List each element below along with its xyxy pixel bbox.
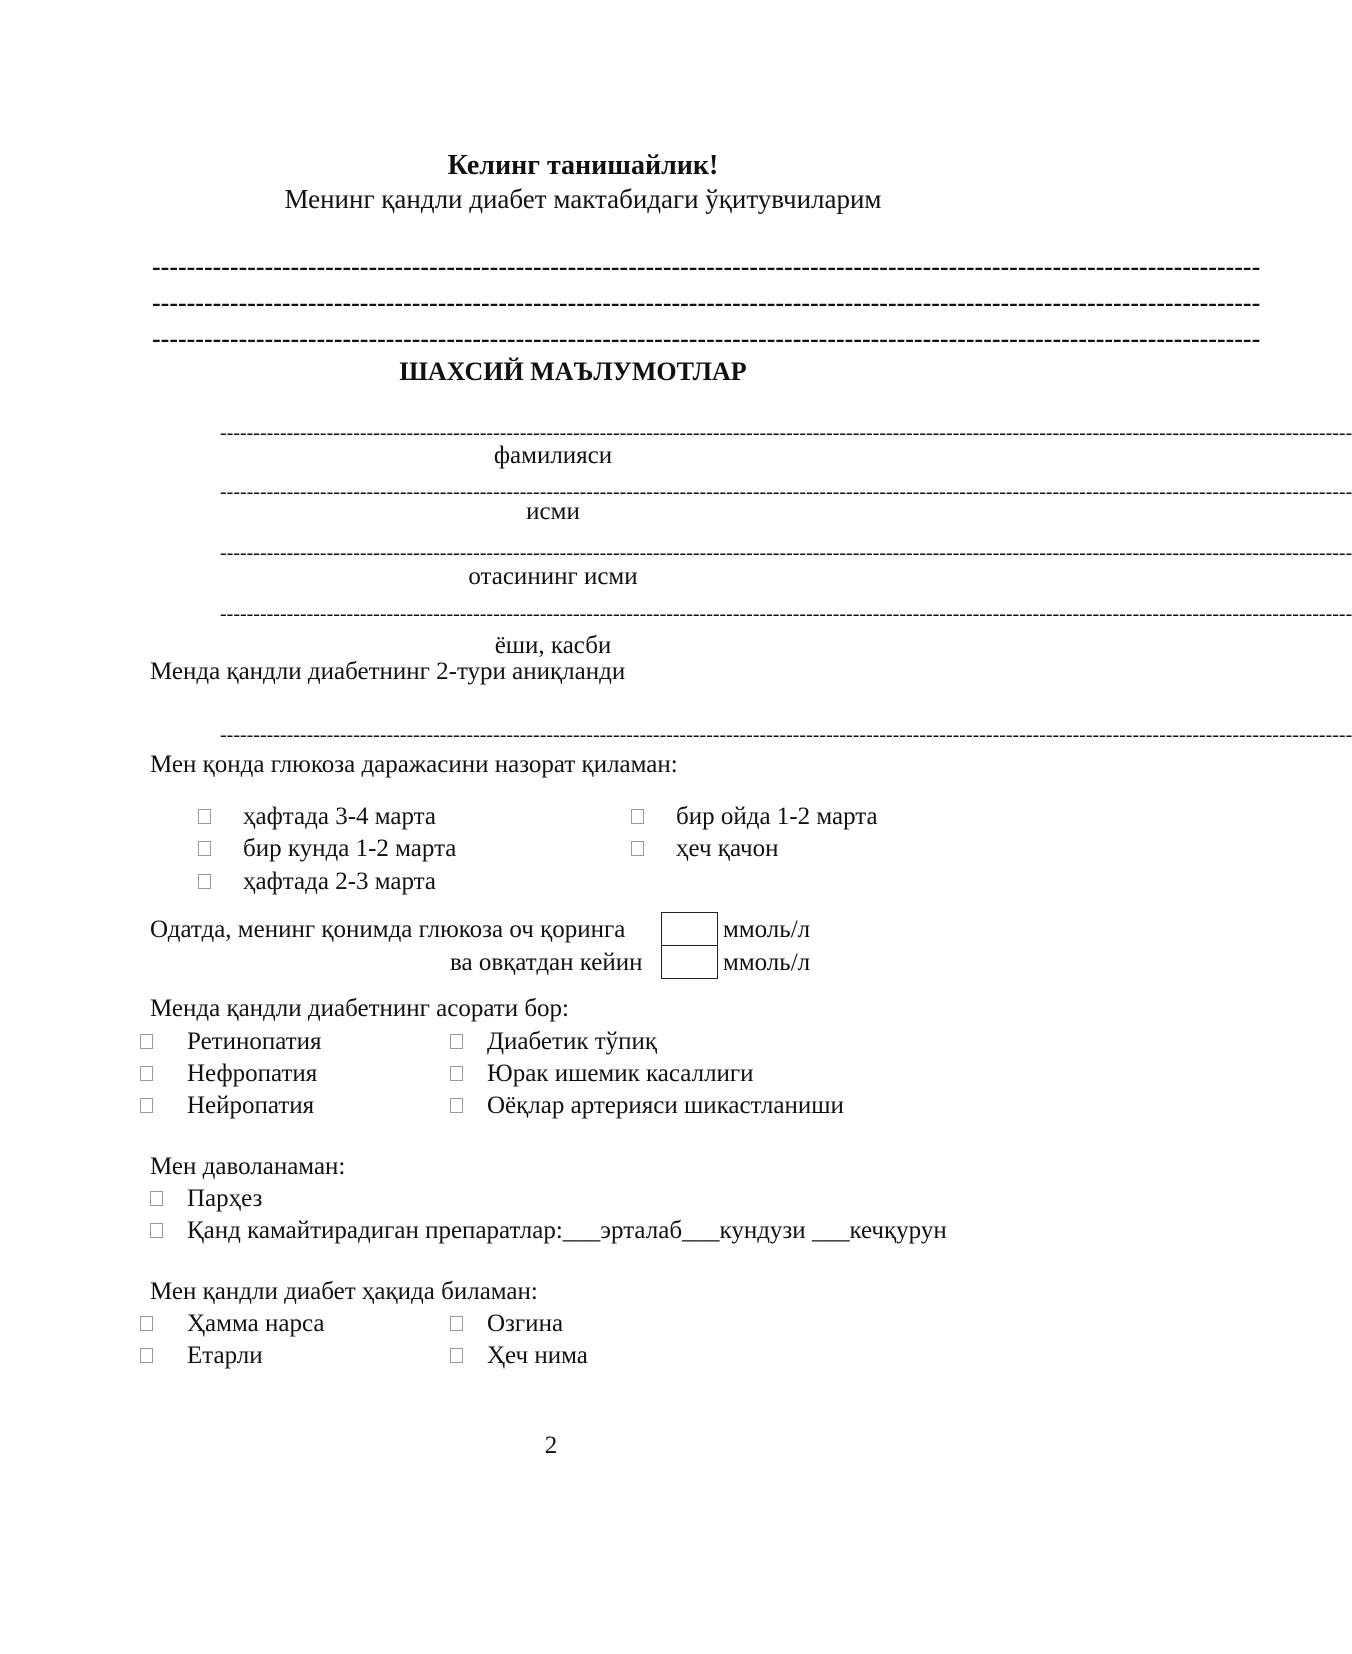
glucose-option-checkbox-4[interactable] (631, 809, 644, 824)
treatment-label: Мен даволанаман: (150, 1153, 346, 1180)
knowledge-label: Мен қандли диабет ҳақида биламан: (150, 1278, 538, 1305)
knowledge-label-everything: Ҳамма нарса (187, 1310, 325, 1337)
complication-label-ischemic-heart: Юрак ишемик касаллиги (487, 1060, 754, 1087)
knowledge-checkbox-everything[interactable] (140, 1316, 153, 1331)
teacher-line-2[interactable]: -------------------------------------------------------------------------------------------------------------------------------- (152, 288, 1261, 317)
complication-label-retinopathy: Ретинопатия (187, 1028, 322, 1055)
glucose-option-label-1: ҳафтада 3-4 марта (243, 803, 437, 830)
complication-checkbox-diabetic-foot[interactable] (450, 1034, 463, 1049)
age-profession-label: ёши, касби (494, 632, 612, 659)
knowledge-label-nothing: Ҳеч нима (487, 1342, 588, 1369)
knowledge-checkbox-little[interactable] (450, 1316, 463, 1331)
knowledge-label-little: Озгина (487, 1310, 564, 1337)
complication-checkbox-retinopathy[interactable] (140, 1034, 153, 1049)
diagnosis-line[interactable]: -------------------------------------------------------------------------------------------------------------------------------------------------------------------------- (220, 724, 1352, 746)
complication-checkbox-leg-arteries[interactable] (450, 1098, 463, 1113)
glucose-option-label-4: бир ойда 1-2 марта (676, 803, 878, 830)
complication-label-neuropathy: Нейропатия (187, 1092, 315, 1119)
diagnosis-text: Менда қандли диабетнинг 2-тури аниқланди (150, 658, 626, 685)
patronymic-label: отасининг исми (468, 563, 638, 590)
glucose-option-checkbox-2[interactable] (198, 841, 211, 856)
treatment-checkbox-diet[interactable] (150, 1191, 163, 1206)
complication-label-diabetic-foot: Диабетик тўпиқ (487, 1028, 658, 1055)
treatment-checkbox-drugs[interactable] (150, 1223, 163, 1238)
complication-checkbox-neuropathy[interactable] (140, 1098, 153, 1113)
glucose-control-label: Мен қонда глюкоза даражасини назорат қиламан: (150, 751, 678, 778)
complications-label: Менда қандли диабетнинг асорати бор: (150, 995, 569, 1022)
treatment-label-drugs: Қанд камайтирадиган препаратлар:___эрталаб___кундузи ___кечқурун (187, 1217, 947, 1244)
glucose-option-label-3: ҳафтада 2-3 марта (243, 868, 437, 895)
name-line[interactable]: -------------------------------------------------------------------------------------------------------------------------------------------------------------------------- (220, 481, 1352, 503)
knowledge-checkbox-nothing[interactable] (450, 1348, 463, 1363)
glucose-option-checkbox-3[interactable] (198, 874, 211, 889)
complication-checkbox-ischemic-heart[interactable] (450, 1066, 463, 1081)
page-title: Келинг танишайлик! (447, 150, 719, 181)
knowledge-checkbox-enough[interactable] (140, 1348, 153, 1363)
glucose-option-checkbox-1[interactable] (198, 809, 211, 824)
page-number: 2 (544, 1432, 558, 1459)
complication-label-leg-arteries: Оёқлар артерияси шикастланиши (487, 1092, 844, 1119)
treatment-label-diet: Парҳез (187, 1185, 263, 1212)
age-profession-line[interactable]: -------------------------------------------------------------------------------------------------------------------------------------------------------------------------- (220, 603, 1352, 625)
fasting-glucose-input[interactable] (661, 912, 718, 946)
complication-checkbox-nephropathy[interactable] (140, 1066, 153, 1081)
surname-line[interactable]: -------------------------------------------------------------------------------------------------------------------------------------------------------------------------- (220, 422, 1352, 444)
complication-label-nephropathy: Нефропатия (187, 1060, 318, 1087)
personal-heading: ШАХСИЙ МАЪЛУМОТЛАР (399, 357, 747, 386)
name-label: исми (526, 498, 580, 525)
knowledge-label-enough: Етарли (187, 1342, 263, 1369)
surname-label: фамилияси (493, 442, 613, 469)
glucose-option-label-2: бир кунда 1-2 марта (243, 835, 457, 862)
after-meal-glucose-label: ва овқатдан кейин (450, 949, 643, 976)
fasting-glucose-unit: ммоль/л (723, 916, 811, 943)
patronymic-line[interactable]: -------------------------------------------------------------------------------------------------------------------------------------------------------------------------- (220, 542, 1352, 564)
teacher-line-3[interactable]: -------------------------------------------------------------------------------------------------------------------------------- (152, 324, 1261, 353)
teacher-line-1[interactable]: -------------------------------------------------------------------------------------------------------------------------------- (152, 252, 1261, 281)
fasting-glucose-label: Одатда, менинг қонимда глюкоза оч қоринга (150, 916, 626, 943)
glucose-option-checkbox-5[interactable] (631, 841, 644, 856)
after-meal-glucose-unit: ммоль/л (723, 949, 811, 976)
glucose-option-label-5: ҳеч қачон (676, 835, 779, 862)
after-meal-glucose-input[interactable] (661, 945, 718, 979)
page-subtitle: Менинг қандли диабет мактабидаги ўқитувчиларим (284, 184, 882, 214)
